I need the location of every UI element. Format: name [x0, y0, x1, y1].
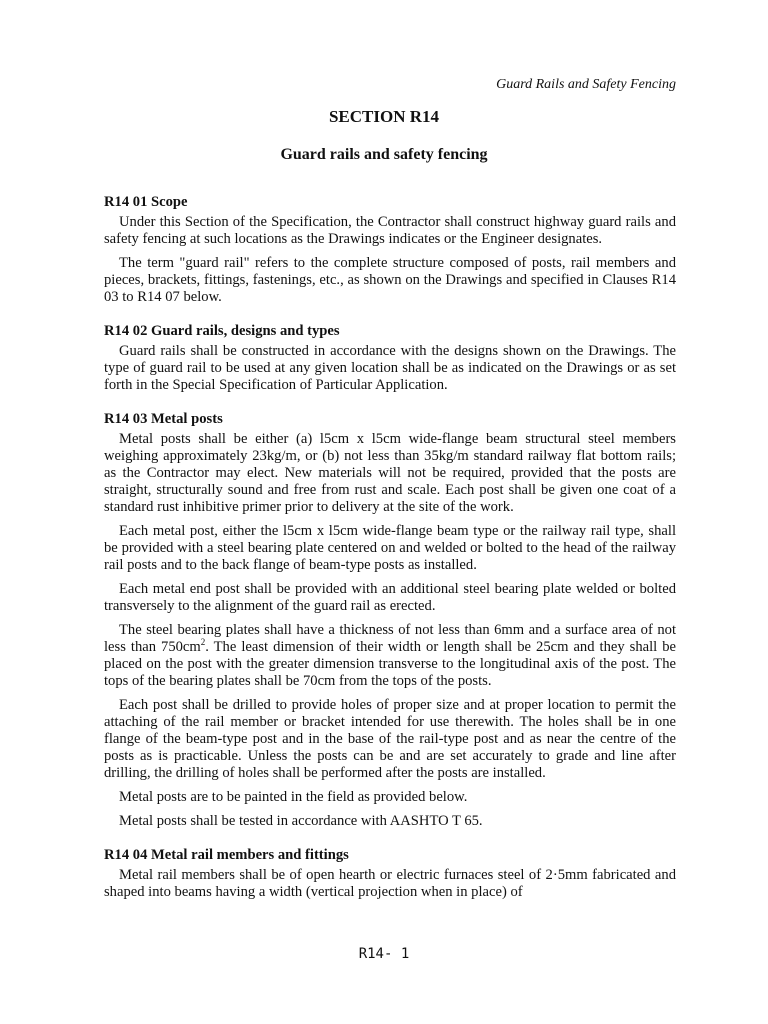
- paragraph: Metal rail members shall be of open hearth or electric furnaces steel of 2·5mm fabricated and shaped into beams having a width (vertical projection when in place) of: [104, 867, 676, 900]
- section-subtitle: Guard rails and safety fencing: [280, 146, 488, 163]
- running-header: Guard Rails and Safety Fencing: [496, 77, 676, 92]
- clause-metal-posts: [104, 411, 676, 830]
- text-run: . The least dimension of their width or length shall be 25cm and they shall be placed on the post with the greater dimension transverse to the longitudinal axis of the post. The tops of the bearing plates shall be 70cm from the tops of the posts.: [104, 639, 676, 689]
- clause-heading: R14 04 Metal rail members and fittings: [104, 847, 349, 863]
- clause-heading: R14 02 Guard rails, designs and types: [104, 323, 340, 339]
- paragraph: Guard rails shall be constructed in accordance with the designs shown on the Drawings. The type of guard rail to be used at any given location shall be as indicated on the Drawings or as set forth in the Special Specification of Particular Application.: [104, 343, 676, 393]
- page-number: R14- 1: [358, 946, 410, 962]
- clause-scope: [104, 194, 676, 306]
- section-title: SECTION R14: [328, 107, 440, 126]
- clause-heading: R14 01 Scope: [104, 194, 188, 210]
- clause-heading: R14 03 Metal posts: [104, 411, 223, 427]
- paragraph: Metal posts are to be painted in the field as provided below.: [119, 789, 468, 805]
- bearing-plate-paragraph: [104, 622, 676, 690]
- superscript: 2: [200, 637, 206, 648]
- paragraph: Under this Section of the Specification, the Contractor shall construct highway guard rails and safety fencing at such locations as the Drawings indicates or the Engineer designates.: [104, 214, 676, 247]
- clause-designs-and-types: [104, 323, 676, 394]
- paragraph: Metal posts shall be either (a) l5cm x l5cm wide-flange beam structural steel members weighing approximately 23kg/m, or (b) not less than 35kg/m standard railway flat bottom rails; as the Contractor may elect. New materials will not be required, provided that the posts are straight, structurally sound and free from rust and scale. Each post shall be given one coat of a standard rust inhibitive primer prior to delivery at the site of the work.: [104, 431, 676, 515]
- document-body: [104, 194, 676, 918]
- paragraph: Each metal post, either the l5cm x l5cm wide-flange beam type or the railway rail type, shall be provided with a steel bearing plate centered on and welded or bolted to the head of the railway rail posts and to the back flange of beam-type posts as installed.: [104, 523, 676, 573]
- paragraph: Metal posts shall be tested in accordance with AASHTO T 65.: [119, 813, 483, 829]
- text-run: The steel bearing plates shall have a thickness of not less than 6mm and a surface area of not less than 750cm: [104, 622, 676, 655]
- paragraph: The term "guard rail" refers to the complete structure composed of posts, rail members and pieces, brackets, fittings, fastenings, etc., as shown on the Drawings and specified in Clauses R14 03 to R14 07 below.: [104, 255, 676, 305]
- paragraph: Each metal end post shall be provided with an additional steel bearing plate welded or bolted transversely to the alignment of the guard rail as erected.: [104, 581, 676, 614]
- paragraph: Each post shall be drilled to provide holes of proper size and at proper location to permit the attaching of the rail member or bracket intended for use therewith. The holes shall be in one flange of the beam-type post and in the base of the rail-type post and as near the centre of the posts as is practicable. Unless the posts can be and are set accurately to grade and line after drilling, the drilling of holes shall be performed after the posts are installed.: [104, 697, 676, 781]
- clause-metal-rail-members: [104, 847, 676, 901]
